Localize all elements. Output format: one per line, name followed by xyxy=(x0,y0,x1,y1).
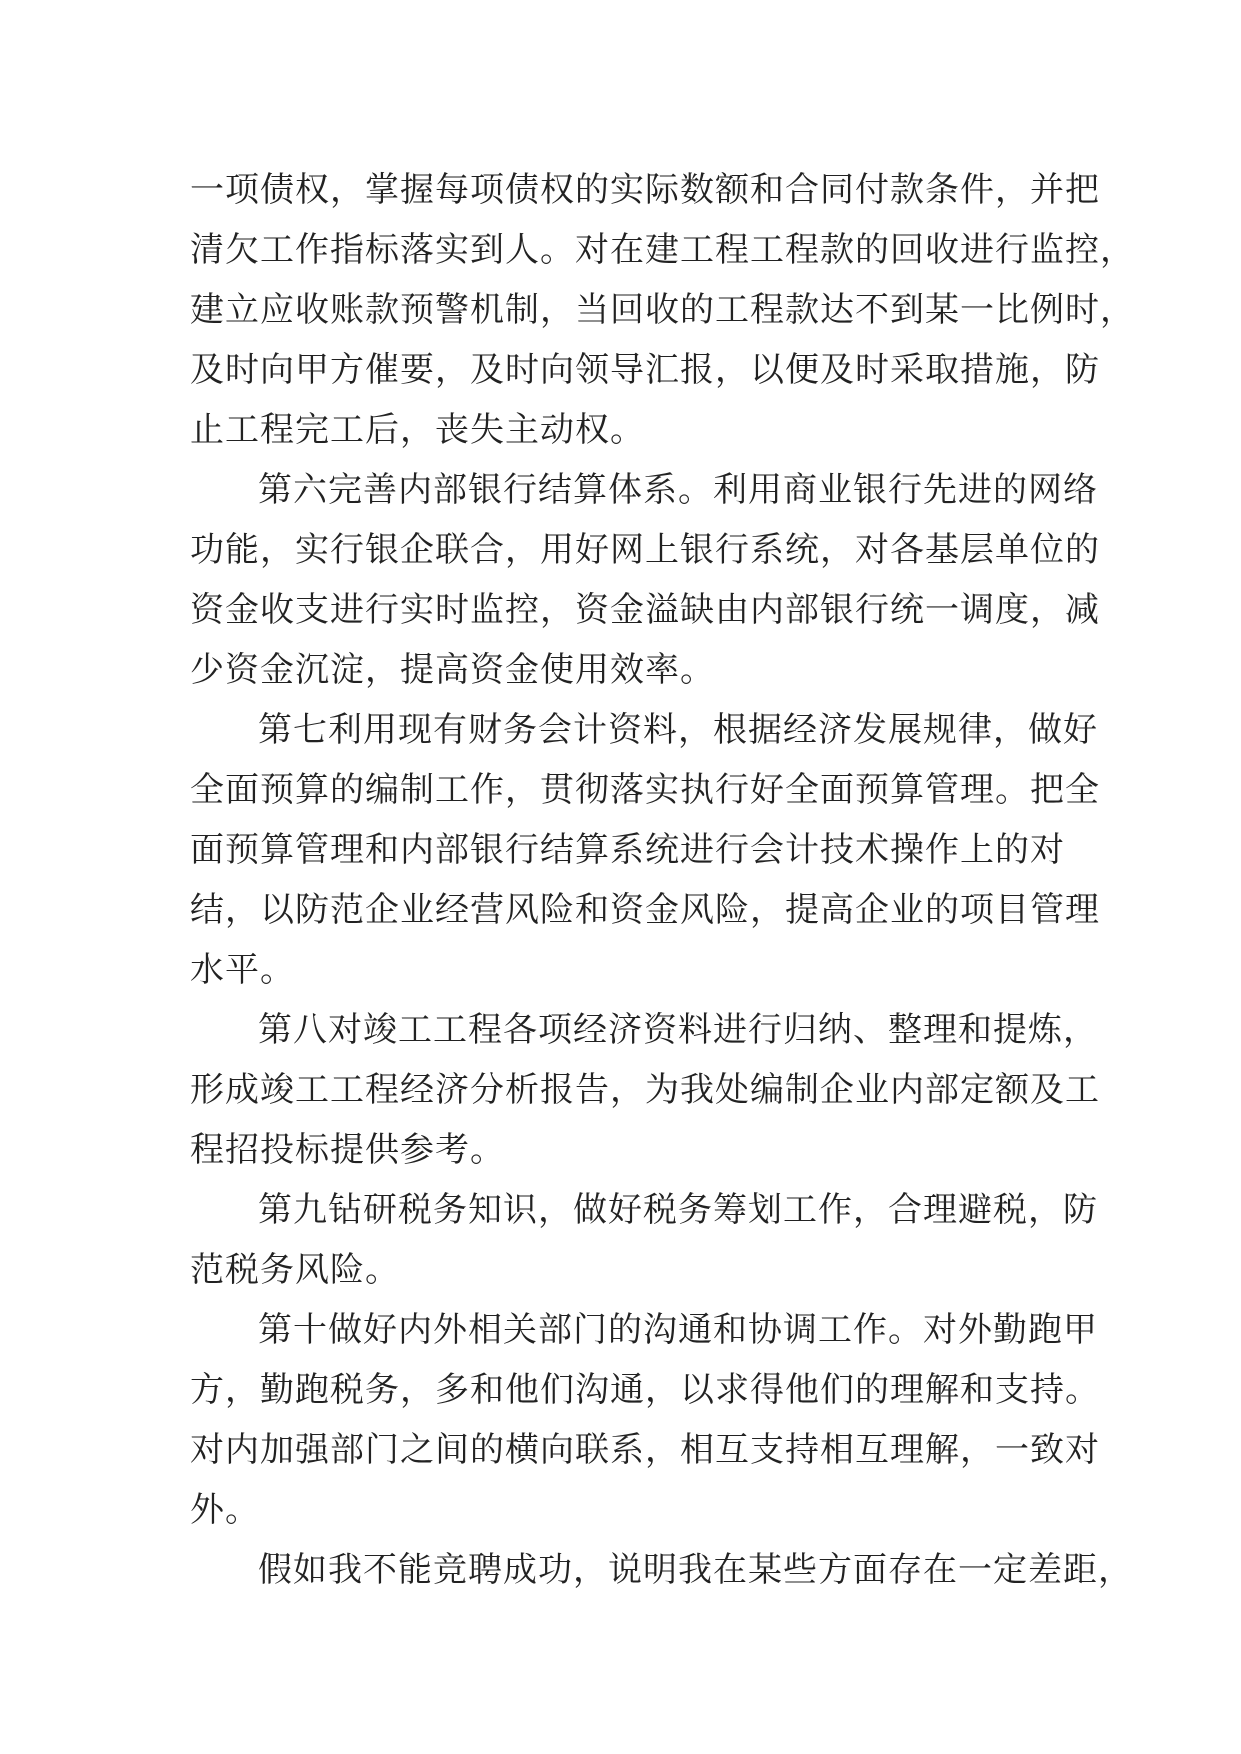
document-body-text xyxy=(190,160,1135,1600)
paragraph-start-line: 第七利用现有财务会计资料，根据经济发展规律，做好 xyxy=(258,710,1098,750)
text-line: 及时向甲方催要，及时向领导汇报，以便及时采取措施，防 xyxy=(190,350,1100,390)
text-line: 全面预算的编制工作，贯彻落实执行好全面预算管理。把全 xyxy=(190,770,1100,810)
paragraph-start-line: 第六完善内部银行结算体系。利用商业银行先进的网络 xyxy=(258,470,1098,510)
paragraph-start-line: 第八对竣工工程各项经济资料进行归纳、整理和提炼， xyxy=(258,1010,1098,1050)
text-line: 形成竣工工程经济分析报告，为我处编制企业内部定额及工 xyxy=(190,1070,1100,1110)
text-line: 水平。 xyxy=(190,950,295,990)
text-line: 一项债权，掌握每项债权的实际数额和合同付款条件，并把 xyxy=(190,170,1100,210)
text-line: 范税务风险。 xyxy=(190,1250,400,1290)
text-line: 止工程完工后，丧失主动权。 xyxy=(190,410,645,450)
text-line: 外。 xyxy=(190,1490,260,1530)
text-line: 面预算管理和内部银行结算系统进行会计技术操作上的对 xyxy=(190,830,1065,870)
text-line: 结，以防范企业经营风险和资金风险，提高企业的项目管理 xyxy=(190,890,1100,930)
text-line: 功能，实行银企联合，用好网上银行系统，对各基层单位的 xyxy=(190,530,1100,570)
paragraph-start-line: 第十做好内外相关部门的沟通和协调工作。对外勤跑甲 xyxy=(258,1310,1098,1350)
text-line: 方，勤跑税务，多和他们沟通，以求得他们的理解和支持。 xyxy=(190,1370,1100,1410)
paragraph-start-line: 假如我不能竞聘成功，说明我在某些方面存在一定差距， xyxy=(258,1550,1133,1590)
text-line: 对内加强部门之间的横向联系，相互支持相互理解，一致对 xyxy=(190,1430,1100,1470)
text-line: 程招投标提供参考。 xyxy=(190,1130,505,1170)
text-line: 少资金沉淀，提高资金使用效率。 xyxy=(190,650,715,690)
text-line: 资金收支进行实时监控，资金溢缺由内部银行统一调度，减 xyxy=(190,590,1100,630)
text-line: 建立应收账款预警机制，当回收的工程款达不到某一比例时， xyxy=(190,290,1135,330)
text-line: 清欠工作指标落实到人。对在建工程工程款的回收进行监控， xyxy=(190,230,1135,270)
paragraph-start-line: 第九钻研税务知识，做好税务筹划工作，合理避税，防 xyxy=(258,1190,1098,1230)
